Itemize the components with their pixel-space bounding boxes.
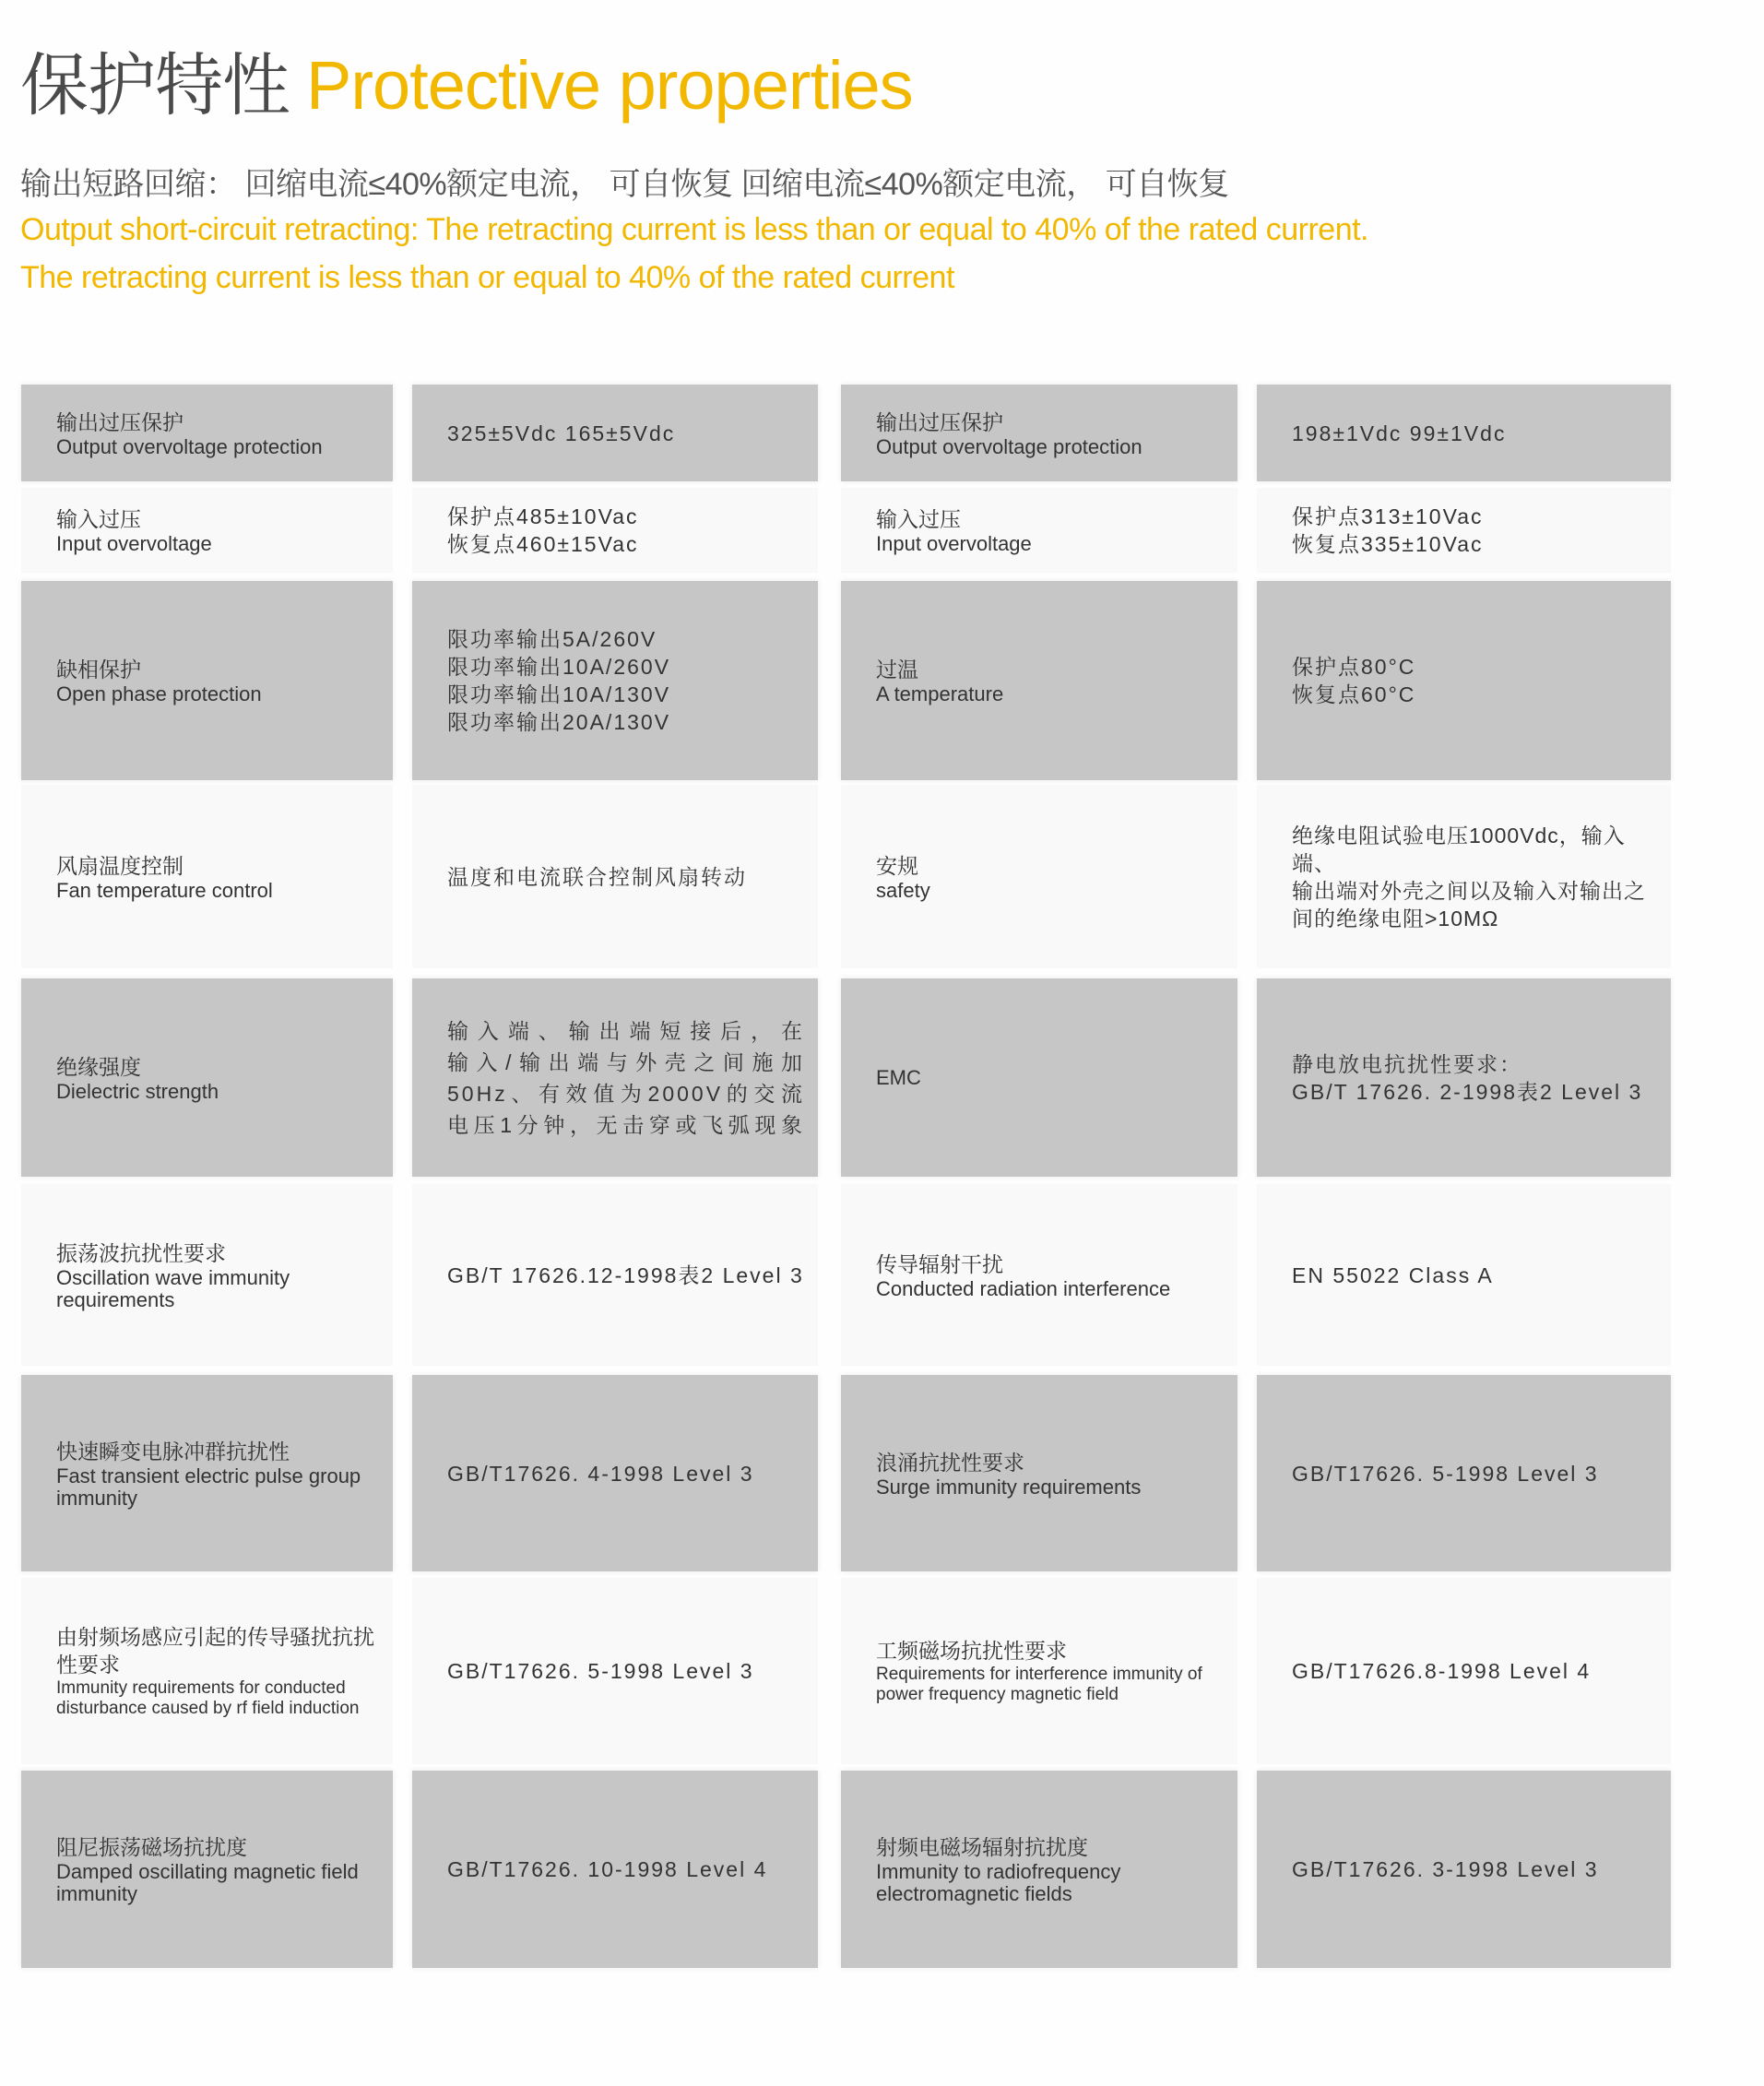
value-line: 限功率输出20A/130V bbox=[447, 710, 671, 734]
title-zh: 保护特性 bbox=[20, 47, 290, 124]
spec-label-cell bbox=[841, 978, 1237, 1177]
spec-label-cell bbox=[841, 385, 1237, 481]
spec-value-cell bbox=[1257, 581, 1671, 780]
value-line: 198±1Vdc 99±1Vdc bbox=[1292, 421, 1507, 445]
spec-value-cell bbox=[412, 785, 818, 968]
spec-label-cell bbox=[21, 385, 393, 481]
label-zh: 输入过压 bbox=[56, 507, 141, 531]
spec-value-cell bbox=[1257, 785, 1671, 968]
spec-label-cell bbox=[21, 581, 393, 780]
label-zh: 振荡波抗扰性要求 bbox=[56, 1240, 226, 1265]
spec-value-cell bbox=[412, 488, 818, 573]
spec-label-cell bbox=[21, 1184, 393, 1366]
label-en: Immunity requirements for conducted disturbance caused by rf field induction bbox=[56, 1678, 360, 1718]
value-line: GB/T17626. 3-1998 Level 3 bbox=[1292, 1857, 1599, 1881]
value-line: 绝缘电阻试验电压1000Vdc，输入端、 bbox=[1292, 823, 1626, 875]
value-line: 恢复点460±15Vac bbox=[447, 532, 639, 556]
label-zh: 风扇温度控制 bbox=[56, 853, 184, 878]
value-line: 限功率输出10A/130V bbox=[447, 682, 671, 706]
label-en: Immunity to radiofrequency electromagnetic fields bbox=[876, 1860, 1121, 1905]
spec-value-cell bbox=[1257, 1184, 1671, 1366]
label-zh: 射频电磁场辐射抗扰度 bbox=[876, 1835, 1088, 1859]
value-line: 限功率输出10A/260V bbox=[447, 655, 671, 679]
value-line: 50Hz、有效值为2000V的交流 bbox=[447, 1081, 805, 1106]
value-line: 恢复点335±10Vac bbox=[1292, 532, 1484, 556]
value-line: 限功率输出5A/260V bbox=[447, 627, 657, 651]
value-line: 温度和电流联合控制风扇转动 bbox=[447, 864, 747, 889]
label-zh: 缺相保护 bbox=[56, 658, 141, 682]
value-line: GB/T17626. 10-1998 Level 4 bbox=[447, 1857, 768, 1881]
label-zh: 过温 bbox=[876, 658, 918, 682]
value-line: 输入端、输出端短接后，在 bbox=[447, 1018, 805, 1043]
label-zh: 传导辐射干扰 bbox=[876, 1251, 1003, 1276]
value-line: GB/T 17626.12-1998表2 Level 3 bbox=[447, 1262, 804, 1287]
spec-value-cell bbox=[1257, 488, 1671, 573]
label-en: Input overvoltage bbox=[876, 532, 1032, 555]
label-en: Conducted radiation interference bbox=[876, 1276, 1171, 1300]
value-line: 325±5Vdc 165±5Vdc bbox=[447, 421, 676, 445]
spec-value-cell bbox=[412, 1771, 818, 1968]
value-line: 输出端对外壳之间以及输入对输出之 bbox=[1292, 878, 1646, 903]
value-line: 恢复点60°C bbox=[1292, 682, 1416, 706]
label-zh: 输出过压保护 bbox=[56, 409, 184, 434]
spec-value-cell bbox=[412, 978, 818, 1177]
label-en: Input overvoltage bbox=[56, 532, 212, 555]
value-line: GB/T17626. 5-1998 Level 3 bbox=[1292, 1461, 1599, 1486]
spec-label-cell bbox=[841, 785, 1237, 968]
value-line: 保护点80°C bbox=[1292, 655, 1416, 679]
label-zh: 由射频场感应引起的传导骚扰抗扰性要求 bbox=[56, 1625, 374, 1677]
short-circuit-en-1: Output short-circuit retracting: The retracting current is less than or equal to 40% of the rated current. bbox=[20, 212, 1368, 247]
label-en: A temperature bbox=[876, 682, 1004, 705]
spec-value-cell bbox=[412, 1375, 818, 1571]
value-line: GB/T17626.8-1998 Level 4 bbox=[1292, 1659, 1592, 1683]
spec-label-cell bbox=[21, 1578, 393, 1764]
spec-label-cell bbox=[841, 581, 1237, 780]
label-zh: 绝缘强度 bbox=[56, 1054, 141, 1079]
spec-value-cell bbox=[1257, 1375, 1671, 1571]
spec-label-cell bbox=[21, 1375, 393, 1571]
spec-label-cell bbox=[21, 1771, 393, 1968]
label-zh: 阻尼振荡磁场抗扰度 bbox=[56, 1835, 247, 1859]
label-zh: 工频磁场抗扰性要求 bbox=[876, 1639, 1067, 1663]
spec-value-cell bbox=[412, 1184, 818, 1366]
spec-label-cell bbox=[21, 488, 393, 573]
value-line: 保护点313±10Vac bbox=[1292, 504, 1484, 528]
value-line: 输入/输出端与外壳之间施加 bbox=[447, 1049, 805, 1074]
value-line: 间的绝缘电阻>10MΩ bbox=[1292, 906, 1499, 930]
spec-value-cell bbox=[1257, 1771, 1671, 1968]
spec-value-cell bbox=[1257, 385, 1671, 481]
spec-value-cell bbox=[412, 1578, 818, 1764]
value-line: GB/T17626. 4-1998 Level 3 bbox=[447, 1461, 754, 1486]
label-en: Surge immunity requirements bbox=[876, 1475, 1142, 1499]
spec-label-cell bbox=[841, 488, 1237, 573]
value-line: 保护点485±10Vac bbox=[447, 504, 639, 528]
label-zh: 输入过压 bbox=[876, 507, 961, 531]
spec-label-cell bbox=[21, 978, 393, 1177]
label-en: safety bbox=[876, 878, 930, 902]
value-line: GB/T17626. 5-1998 Level 3 bbox=[447, 1659, 754, 1683]
spec-label-cell bbox=[21, 785, 393, 968]
label-zh: 安规 bbox=[876, 853, 918, 878]
value-line: EN 55022 Class A bbox=[1292, 1262, 1494, 1287]
label-en: Output overvoltage protection bbox=[56, 434, 323, 458]
label-en: Oscillation wave immunity requirements bbox=[56, 1265, 290, 1311]
label-en: Output overvoltage protection bbox=[876, 434, 1142, 458]
label-en: Open phase protection bbox=[56, 682, 262, 705]
title-en: Protective properties bbox=[306, 47, 913, 124]
label-en: EMC bbox=[876, 1065, 921, 1089]
spec-label-cell bbox=[841, 1771, 1237, 1968]
page-title bbox=[20, 44, 913, 127]
label-en: Fan temperature control bbox=[56, 878, 273, 902]
spec-label-cell bbox=[841, 1375, 1237, 1571]
label-en: Dielectric strength bbox=[56, 1079, 219, 1103]
spec-value-cell bbox=[1257, 1578, 1671, 1764]
label-en: Requirements for interference immunity of power frequency magnetic field bbox=[876, 1665, 1202, 1704]
label-en: Fast transient electric pulse group immunity bbox=[56, 1464, 361, 1510]
label-zh: 快速瞬变电脉冲群抗扰性 bbox=[56, 1439, 290, 1464]
value-line: GB/T 17626. 2-1998表2 Level 3 bbox=[1292, 1079, 1643, 1104]
spec-value-cell bbox=[412, 385, 818, 481]
label-zh: 输出过压保护 bbox=[876, 409, 1003, 434]
spec-value-cell bbox=[1257, 978, 1671, 1177]
short-circuit-zh: 输出短路回缩： 回缩电流≤40%额定电流， 可自恢复 回缩电流≤40%额定电流， 可自恢复 bbox=[20, 167, 1229, 202]
spec-value-cell bbox=[412, 581, 818, 780]
short-circuit-en-2: The retracting current is less than or equal to 40% of the rated current bbox=[20, 260, 954, 295]
value-line: 电压1分钟，无击穿或飞弧现象 bbox=[447, 1112, 805, 1137]
spec-label-cell bbox=[841, 1184, 1237, 1366]
spec-label-cell bbox=[841, 1578, 1237, 1764]
value-line: 静电放电抗扰性要求： bbox=[1292, 1051, 1522, 1076]
label-zh: 浪涌抗扰性要求 bbox=[876, 1450, 1024, 1475]
label-en: Damped oscillating magnetic field immunity bbox=[56, 1860, 359, 1905]
